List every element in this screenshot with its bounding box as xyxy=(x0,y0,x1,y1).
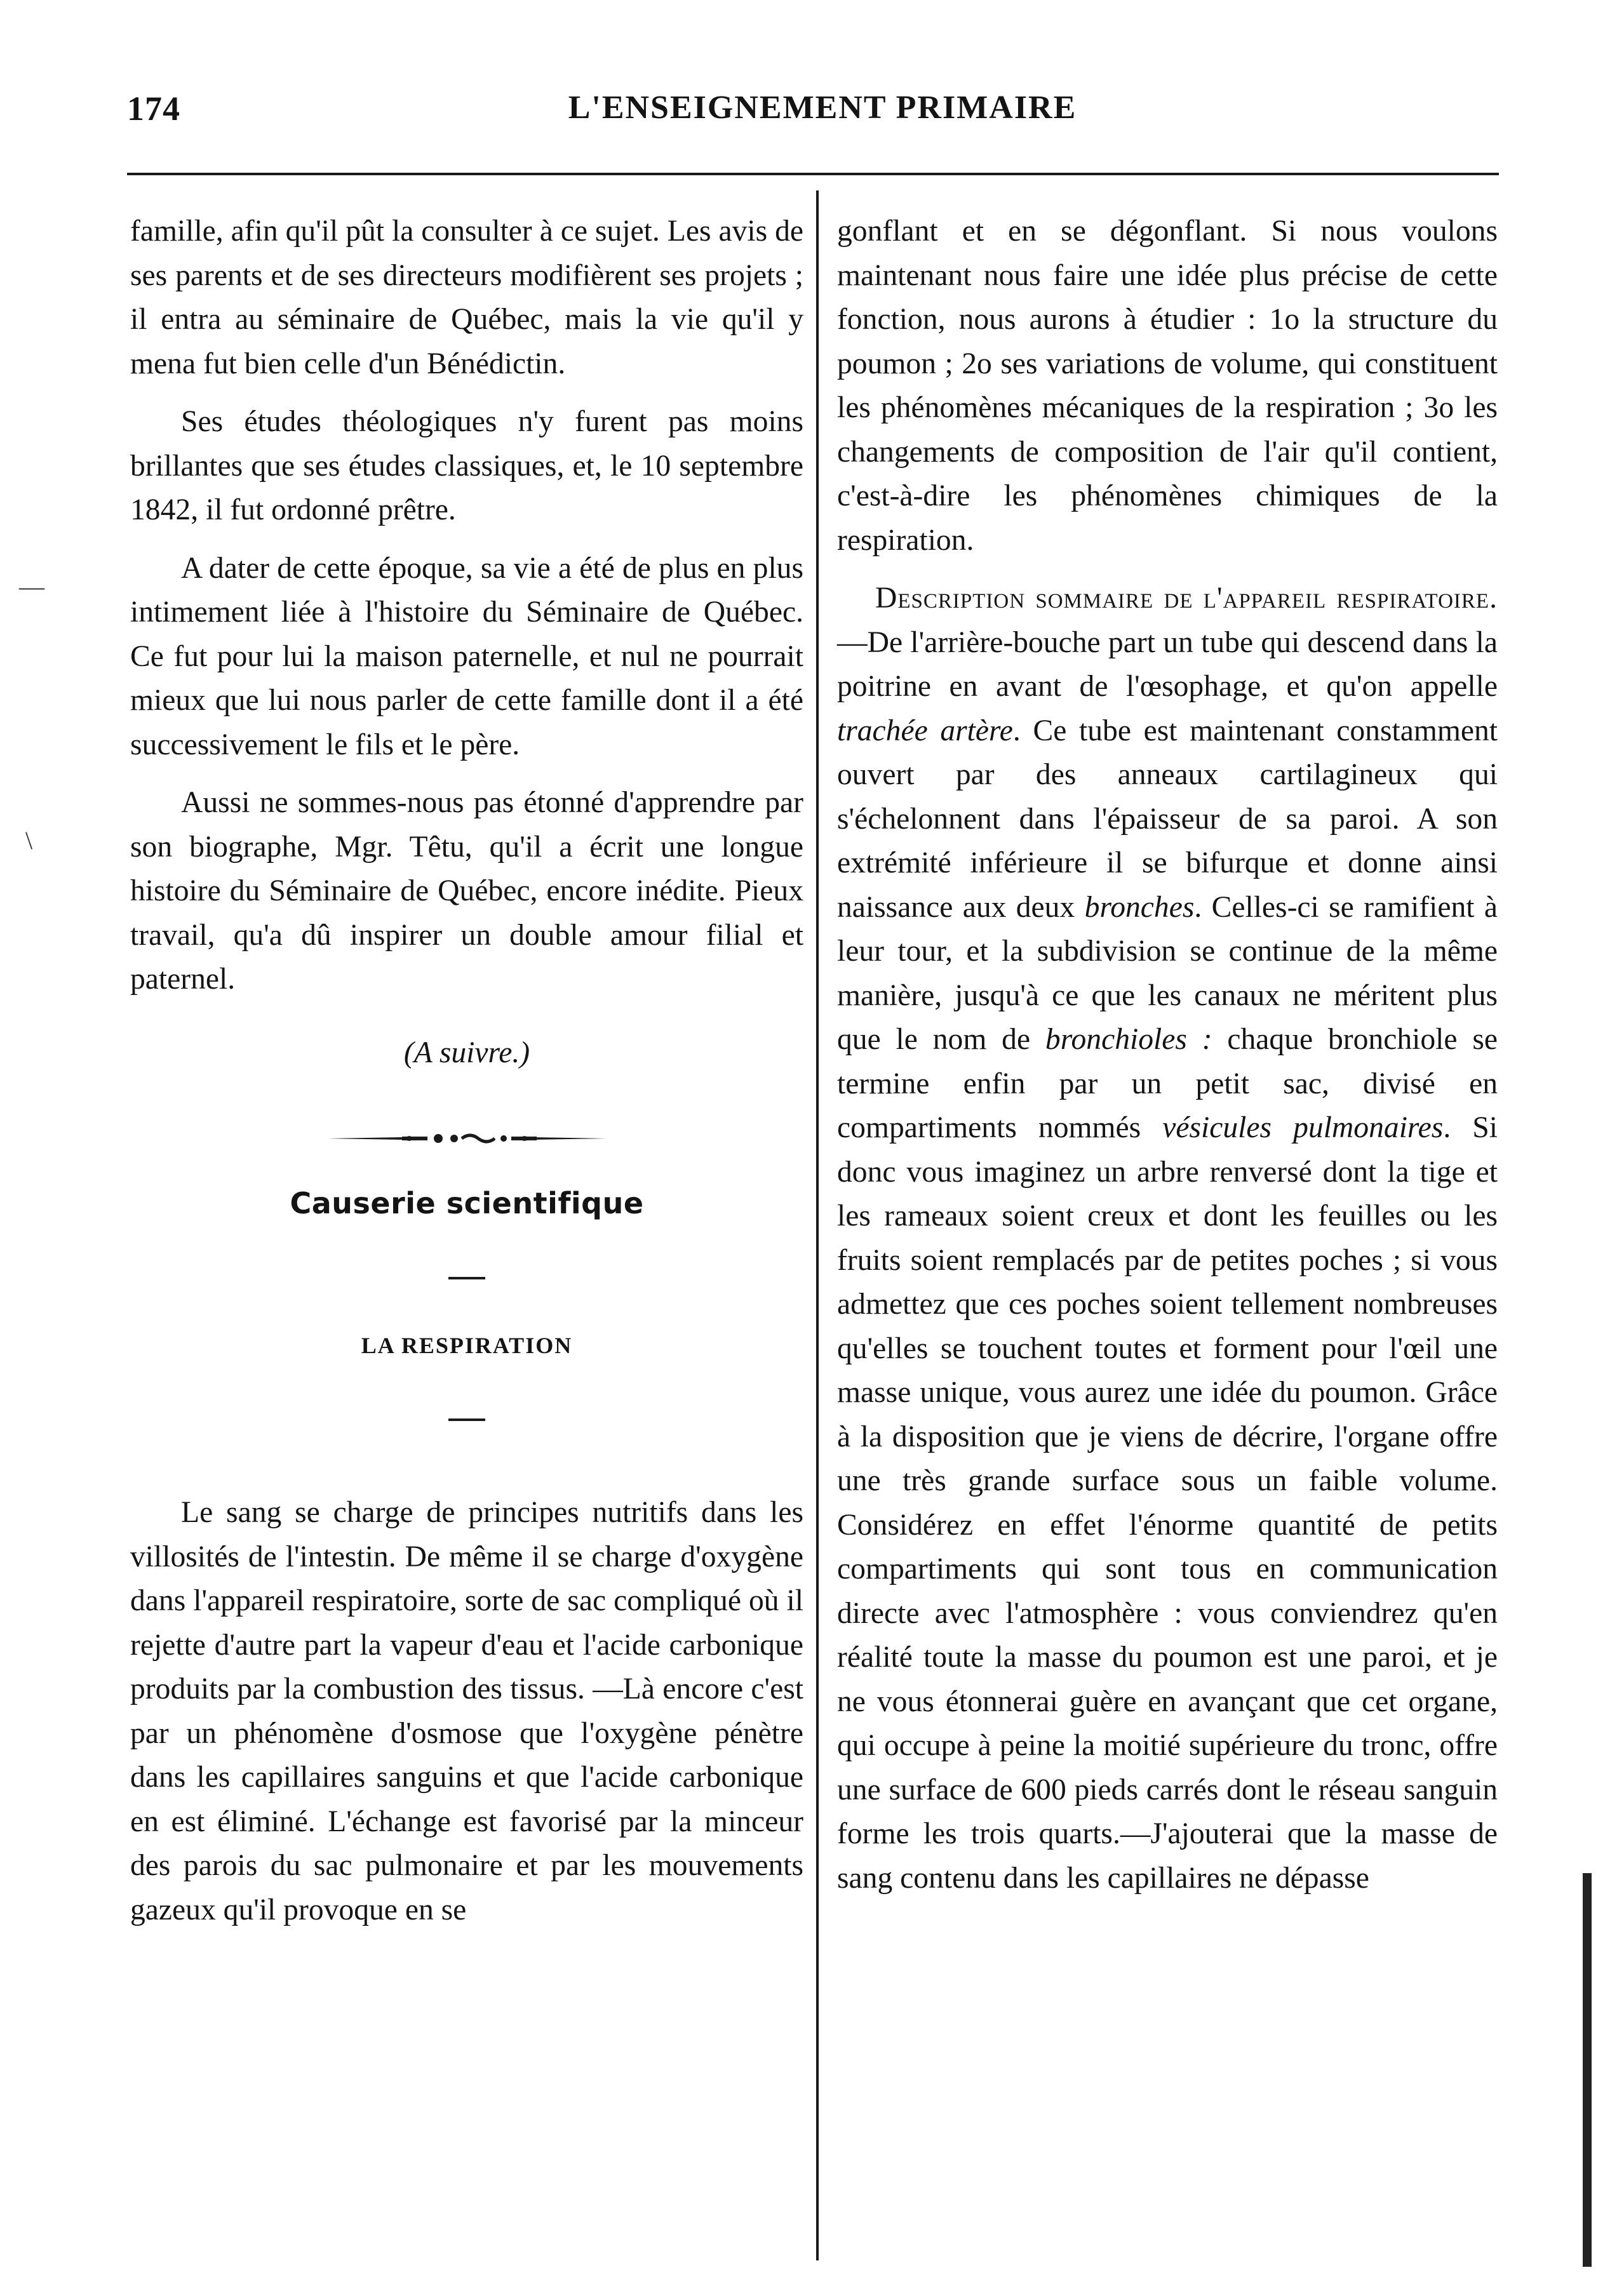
margin-mark: \ xyxy=(25,826,33,855)
paragraph: A dater de cette époque, sa vie a été de plus en plus intimement liée à l'histoire du Séminaire de Québec. Ce fut pour lui la maison paternelle, et nul ne pourrait mieux que lui nous parler de cette famille dont il a été successivement le fils et le père. xyxy=(130,551,803,761)
term: vésicules pulmonaires xyxy=(1162,1111,1444,1144)
paragraph xyxy=(837,577,1498,1900)
column-divider xyxy=(816,190,819,2260)
page-edge-shadow xyxy=(1583,1873,1592,2267)
term: bronches xyxy=(1084,890,1195,924)
ornament-icon xyxy=(327,1131,607,1146)
right-column xyxy=(837,210,1498,1900)
paragraph: Ses études théologiques n'y furent pas moins brillantes que ses études classiques, et, le 10 septembre 1842, il fut ordonné prêtre. xyxy=(130,405,803,526)
text-run: . Ce tube est maintenant constamment ouvert par des anneaux cartilagineux qui s'échelonnent dans l'épaisseur de sa paroi. A son extrémité inférieure il se bifurque et donne ainsi naissance aux deux xyxy=(837,714,1498,924)
header-rule xyxy=(127,173,1499,175)
paragraph: Le sang se charge de principes nutritifs dans les villosités de l'intestin. De même il se charge d'oxygène dans l'appareil respiratoire, sorte de sac compliqué où il rejette d'autre part la vapeur d'eau et l'acide carbonique produits par la combustion des tissus. —Là encore c'est par un phénomène d'osmose que l'oxygène pénètre dans les capillaires sanguins et que l'acide carbonique en est éliminé. L'échange est favorisé par la minceur des parois du sac pulmonaire et par les mouvements gazeux qu'il provoque en se xyxy=(130,1496,803,1926)
text-run: —De l'arrière-bouche part un tube qui descend dans la poitrine en avant de l'œsophage, et qu'on appelle xyxy=(837,625,1498,703)
left-column xyxy=(130,210,803,1932)
text-run: chaque bronchiole se termine enfin par un petit sac, divisé en compartiments nommés xyxy=(837,1023,1498,1144)
title-dash xyxy=(448,1277,485,1279)
title-dash xyxy=(448,1418,485,1421)
term: trachée artère xyxy=(837,714,1013,747)
paragraph: Aussi ne sommes-nous pas étonné d'apprendre par son biographe, Mgr. Têtu, qu'il a écrit une longue histoire du Séminaire de Québec, encore inédite. Pieux travail, qu'a dû inspirer un double amour filial et paternel. xyxy=(130,786,803,996)
section-title: Causerie scientifique xyxy=(290,1186,644,1220)
page-header xyxy=(114,89,1505,140)
paragraph: famille, afin qu'il pût la consulter à ce sujet. Les avis de ses parents et de ses directeurs modifièrent ses projets ; il entra au séminaire de Québec, mais la vie qu'il y mena fut bien celle d'un Bénédictin. xyxy=(130,215,803,380)
paragraph-heading: Description sommaire de l'appareil respiratoire. xyxy=(875,582,1498,615)
term: bronchioles : xyxy=(1045,1023,1212,1056)
ornamental-divider xyxy=(130,1126,803,1151)
running-title: L'ENSEIGNEMENT PRIMAIRE xyxy=(568,90,1077,126)
subsection-title: LA RESPIRATION xyxy=(361,1332,573,1358)
text-run: . Si donc vous imaginez un arbre renversé dont la tige et les rameaux soient creux et dont les feuilles ou les fruits soient remplacés par de petites poches ; si vous admettez que ces poches soient tellement nombreuses qu'elles se touchent toutes et forment pour l'œil une masse unique, vous aurez une idée du poumon. Grâce à la disposition que je viens de décrire, l'organe offre une très grande surface sous un faible volume. Considérez en effet l'énorme quantité de petits compartiments qui sont tous en communication directe avec l'atmosphère : vous conviendrez qu'en réalité toute la masse du poumon est une paroi, et je ne vous étonnerai guère en avançant que cet organe, qui occupe à peine la moitié supérieure du tronc, offre une surface de 600 pieds carrés dont le réseau sanguin forme les trois quarts.—J'ajouterai que la masse de sang contenu dans les capillaires ne dépasse xyxy=(837,1111,1498,1895)
margin-mark: — xyxy=(19,572,44,601)
text-run: . Celles-ci se ramifient à leur tour, et la subdivision se continue de la même manière, jusqu'à ce que les canaux ne méritent plus que le nom de xyxy=(837,890,1498,1056)
page-number: 174 xyxy=(127,90,180,128)
paragraph: gonflant et en se dégonflant. Si nous voulons maintenant nous faire une idée plus précise de cette fonction, nous aurons à étudier : 1o la structure du poumon ; 2o ses variations de volume, qui constituent les phénomènes mécaniques de la respiration ; 3o les changements de composition de l'air qu'il contient, c'est-à-dire les phénomènes chimiques de la respiration. xyxy=(837,215,1498,557)
to-be-continued-note: (A suivre.) xyxy=(403,1036,530,1069)
